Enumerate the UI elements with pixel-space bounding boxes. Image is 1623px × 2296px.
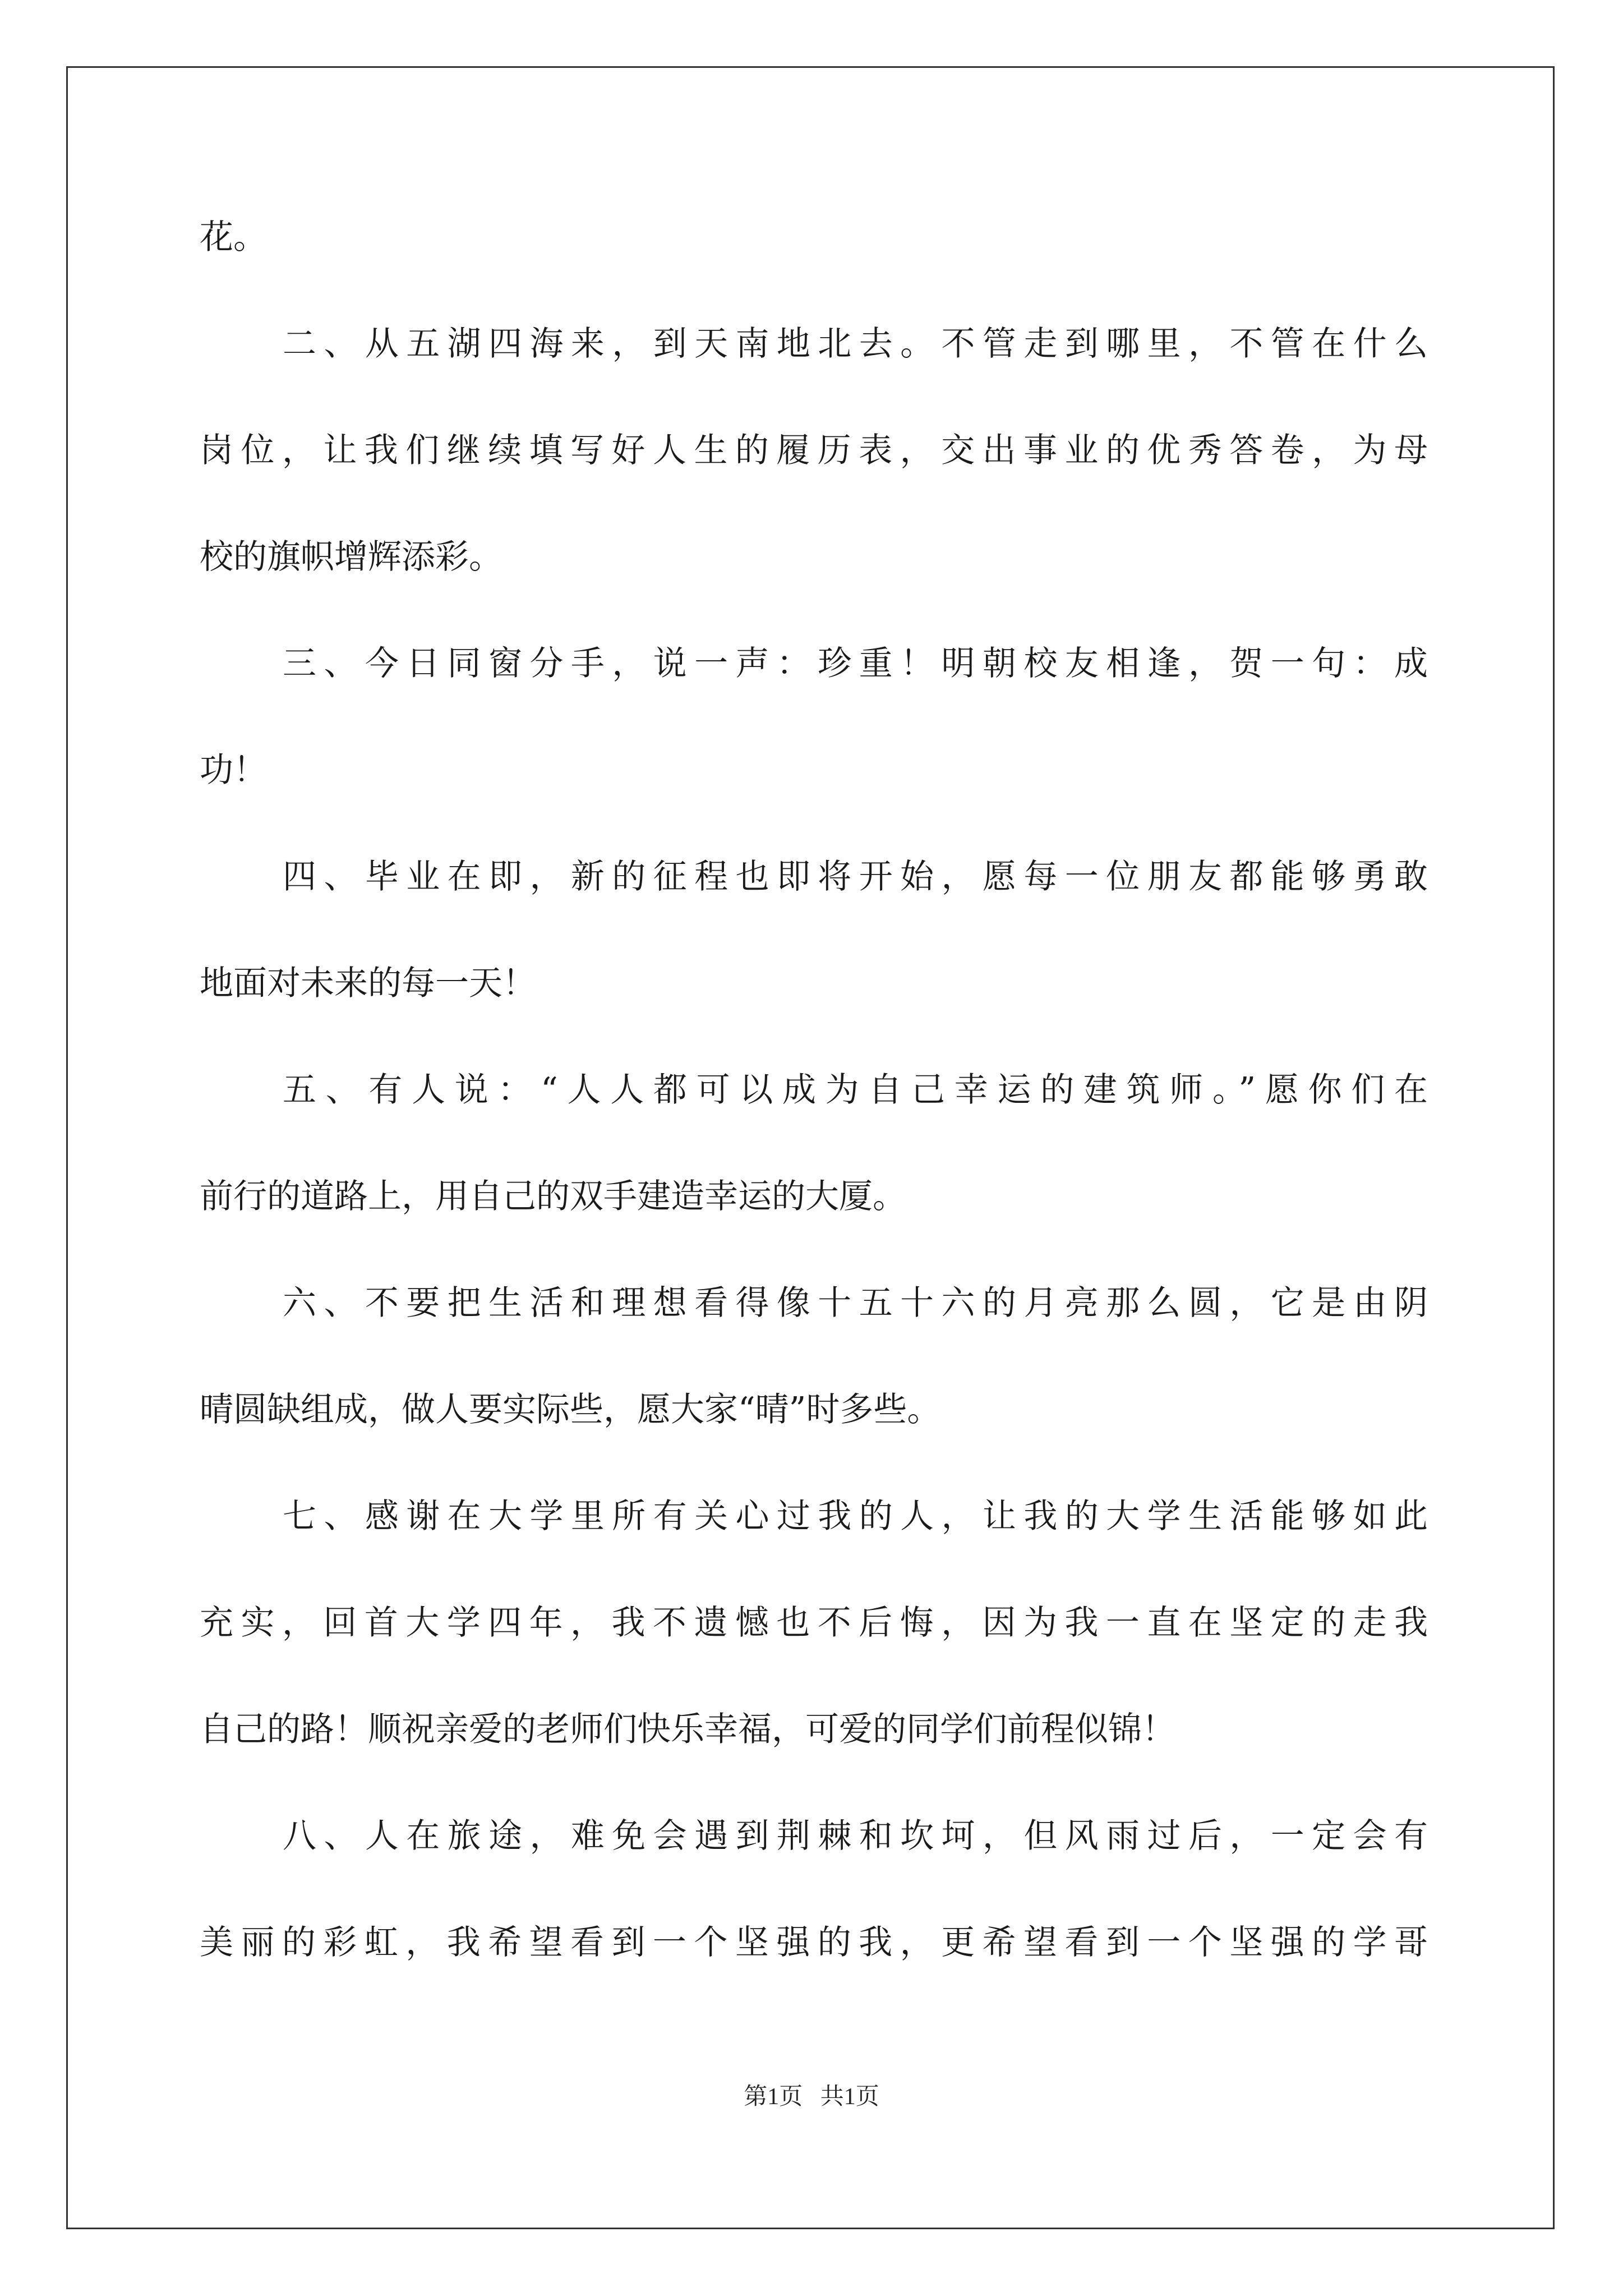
- paragraph-6-line-1: 六、不要把生活和理想看得像十五十六的月亮那么圆，它是由阴: [283, 1283, 1428, 1323]
- paragraph-2-line-2: 岗位，让我们继续填写好人生的履历表，交出事业的优秀答卷，为母: [200, 431, 1428, 470]
- paragraph-4-line-1: 四、毕业在即，新的征程也即将开始，愿每一位朋友都能够勇敢: [283, 857, 1428, 896]
- paragraph-2-line-1: 二、从五湖四海来，到天南地北去。不管走到哪里，不管在什么: [283, 324, 1428, 364]
- page-number-footer: 第1页 共1页: [744, 2084, 879, 2110]
- paragraph-2-line-3: 校的旗帜增辉添彩。: [200, 537, 502, 577]
- paragraph-5-line-1: 五、有人说：“人人都可以成为自己幸运的建筑师。”愿你们在: [283, 1070, 1428, 1110]
- text-line: 花。: [200, 218, 267, 257]
- paragraph-7-line-3: 自己的路！顺祝亲爱的老师们快乐幸福，可爱的同学们前程似锦！: [200, 1710, 1175, 1749]
- paragraph-7-line-2: 充实，回首大学四年，我不遗憾也不后悔，因为我一直在坚定的走我: [200, 1603, 1428, 1642]
- paragraph-6-line-2: 晴圆缺组成，做人要实际些，愿大家“晴”时多些。: [200, 1390, 941, 1429]
- paragraph-3-line-2: 功！: [200, 751, 267, 790]
- paragraph-4-line-2: 地面对未来的每一天！: [200, 964, 536, 1003]
- paragraph-7-line-1: 七、感谢在大学里所有关心过我的人，让我的大学生活能够如此: [283, 1497, 1428, 1536]
- paragraph-8-line-1: 八、人在旅途，难免会遇到荆棘和坎坷，但风雨过后，一定会有: [283, 1816, 1428, 1856]
- page-border: [66, 66, 1555, 2229]
- paragraph-5-line-2: 前行的道路上，用自己的双手建造幸运的大厦。: [200, 1177, 906, 1216]
- paragraph-8-line-2: 美丽的彩虹，我希望看到一个坚强的我，更希望看到一个坚强的学哥: [200, 1923, 1428, 1962]
- paragraph-3-line-1: 三、今日同窗分手，说一声：珍重！明朝校友相逢，贺一句：成: [283, 644, 1428, 683]
